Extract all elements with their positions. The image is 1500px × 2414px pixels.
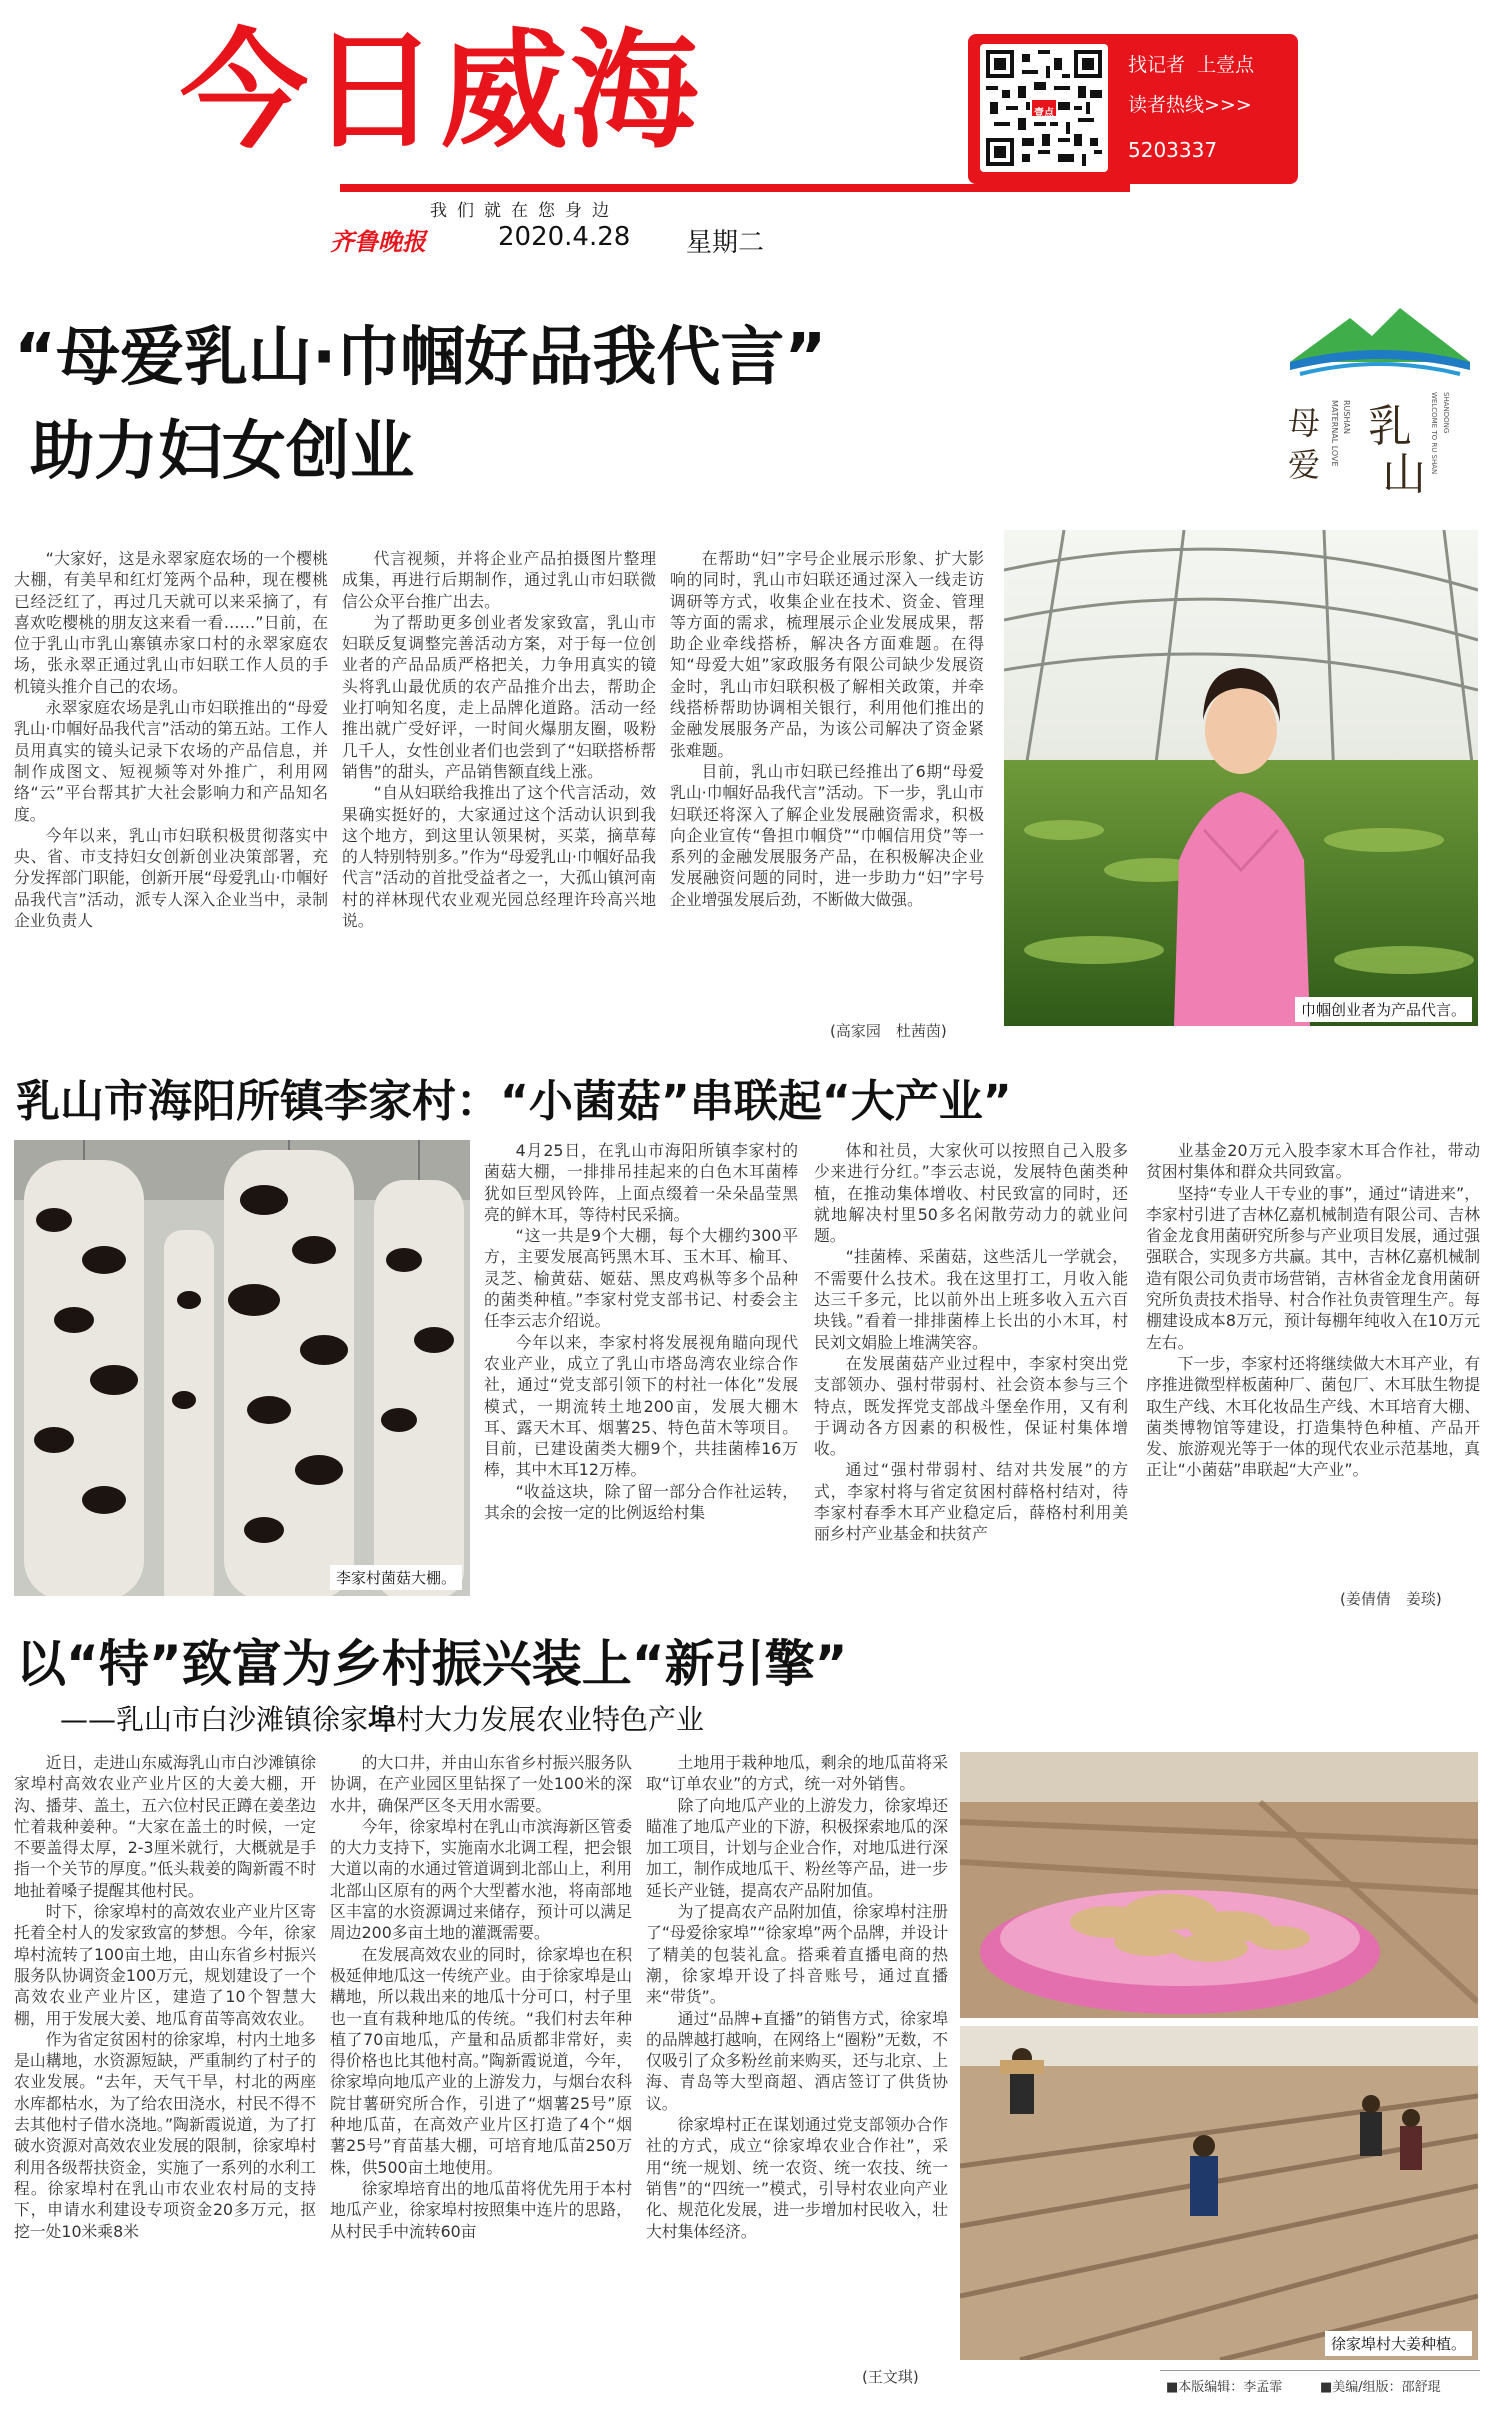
article1-photo	[1004, 530, 1478, 1026]
paper-name: 齐鲁晚报	[330, 227, 426, 256]
article3-photo-caption: 徐家埠村大姜种植。	[1325, 2331, 1472, 2356]
article3-title: 以“特”致富为乡村振兴装上“新引擎”	[16, 1635, 848, 1693]
article2-photo	[14, 1140, 470, 1596]
article1-photo-caption: 巾帼创业者为产品代言。	[1295, 997, 1472, 1022]
ginger-planting-image	[960, 2026, 1478, 2360]
footer-designer: ■美编/组版：邵舒琨	[1320, 2380, 1441, 2395]
article3-subtitle: ——乳山市白沙滩镇徐家埠村大力发展农业特色产业	[60, 1703, 705, 1736]
hotline-line2: 读者热线>>>	[1128, 94, 1252, 116]
ginger-basin-image	[960, 1752, 1478, 2018]
article2-photo-caption: 李家村菌菇大棚。	[330, 1565, 462, 1590]
footer-rule	[1160, 2370, 1480, 2371]
article2-title: 乳山市海阳所镇李家村：“小菌菇”串联起“大产业”	[16, 1076, 1012, 1127]
greenhouse-woman-image	[1004, 530, 1478, 1026]
logo-char-ru: 乳	[1368, 401, 1412, 452]
logo-char-ai: 爱	[1288, 446, 1321, 484]
masthead-title: 今日威海	[180, 17, 701, 166]
mountain-logo-icon	[1280, 300, 1480, 380]
article3-photo-bottom	[960, 2026, 1478, 2360]
logo-char-shan: 山	[1382, 449, 1426, 500]
logo-en-1: MATERNAL LOVE	[1330, 400, 1339, 467]
issue-weekday: 星期二	[686, 228, 765, 258]
article2-col1: 4月25日，在乳山市海阳所镇李家村的菌菇大棚，一排排吊挂起来的白色木耳菌棒犹如巨型风铃阵，上面点缀着一朵朵晶莹黑亮的鲜木耳，等待村民采摘。 “这一共是9个大棚，每个大棚约300平方，主要发展高钙黑木耳、玉木耳、榆耳、灵芝、榆黄菇、姬菇、黑皮鸡枞等多个品种的菌类种植。”李家村党支部书记、村委会主任李云志介绍说。 今年以来，李家村将发展视角瞄向现代农业产业，成立了乳山市塔岛湾农业综合作社，通过“党支部引领下的村社一体化”发展模式，一期流转土地200亩，发展大棚木耳、露天木耳、烟薯25、特色苗木等项目。目前，已建设菌类大棚9个，共挂菌棒16万棒，其中木耳12万棒。 “收益这块，除了留一部分合作社运转，其余的会按一定的比例返给村集	[484, 1141, 798, 1523]
logo-en-2: RUSHAN	[1342, 400, 1351, 434]
article1-title-line1: “母爱乳山·巾帼好品我代言”	[14, 321, 827, 395]
hotline-number[interactable]: 5203337	[1128, 138, 1218, 162]
rushan-logo	[1280, 300, 1480, 510]
masthead-underline	[340, 184, 1120, 192]
article1-credit: (高家园 杜茜茵)	[830, 1022, 947, 1040]
issue-date: 2020.4.28	[498, 222, 631, 252]
article3-col1: 近日，走进山东威海乳山市白沙滩镇徐家埠村高效农业产业片区的大姜大棚，开沟、播芽、盖土，五六位村民正蹲在姜垄边忙着栽种姜种。“大家在盖土的时候，一定不要盖得太厚，2-3厘米就行，大概就是手指一个关节的厚度。”低头栽姜的陶新霞不时地扯着嗓子提醒其他村民。 时下，徐家埠村的高效农业产业片区寄托着全村人的发家致富的梦想。今年，徐家埠村流转了100亩土地，由山东省乡村振兴服务队协调资金100万元，规划建设了一个高效农业产业片区，建造了10个智慧大棚，用于发展大姜、地瓜育苗等高效农业。 作为省定贫困村的徐家埠，村内土地多是山耩地，水资源短缺，严重制约了村子的农业发展。“去年，天气干旱，村北的两座水库都枯水，为了给农田浇水，村民不得不去其他村子借水浇地。”陶新霞说道，为了打破水资源对高效农业发展的限制，徐家埠村利用各级帮扶资金，实施了一系列的水利工程。徐家埠村在乳山市农业农村局的支持下，申请水利建设专项资金20多万元，抠挖一处10米乘8米	[14, 1753, 316, 2241]
masthead-slogan: 我们就在您身边	[430, 201, 619, 221]
article2-credit: (姜倩倩 姜琰)	[1340, 1590, 1442, 1608]
article3-col3: 土地用于栽种地瓜，剩余的地瓜苗将采取“订单农业”的方式，统一对外销售。 除了向地瓜产业的上游发力，徐家埠还瞄准了地瓜产业的下游，积极探索地瓜的深加工项目，计划与企业合作，对地瓜进行深加工，制作成地瓜干、粉丝等产品，进一步延长产业链，提高农产品附加值。 为了提高农产品附加值，徐家埠村注册了“母爱徐家埠”“徐家埠”两个品牌，并设计了精美的包装礼盒。搭乘着直播电商的热潮，徐家埠开设了抖音账号，通过直播来“带货”。 通过“品牌+直播”的销售方式，徐家埠的品牌越打越响，在网络上“圈粉”无数，不仅吸引了众多粉丝前来购买，还与北京、上海、青岛等大型商超、酒店签订了供货协议。 徐家埠村正在谋划通过党支部领办合作社的方式，成立“徐家埠农业合作社”，采用“统一规划、统一农资、统一农技、统一销售”的“四统一”模式，引导村农业向产业化、规范化发展，进一步增加村民收入，壮大村集体经济。	[646, 1753, 948, 2241]
logo-en-3: WELCOME TO RU SHAN	[1430, 392, 1438, 475]
footer-editor: ■本版编辑：李孟霏	[1166, 2380, 1283, 2395]
logo-en-4: SHANDONG	[1442, 392, 1450, 434]
article1-col1: “大家好，这是永翠家庭农场的一个樱桃大棚，有美早和红灯笼两个品种，现在樱桃已经泛红了，再过几天就可以来采摘了，有喜欢吃樱桃的朋友这来看一看……”日前，在位于乳山市乳山寨镇赤家口村的永翠家庭农场，张永翠正通过乳山市妇联工作人员的手机镜头推介自己的农场。 永翠家庭农场是乳山市妇联推出的“母爱乳山·巾帼好品我代言”活动的第五站。工作人员用真实的镜头记录下农场的产品信息，并制作成图文、短视频等对外推广，利用网络“云”平台帮其扩大社会影响力和产品知名度。 今年以来，乳山市妇联积极贯彻落实中央、省、市支持妇女创新创业决策部署，充分发挥部门职能，创新开展“母爱乳山·巾帼好品我代言”活动，派专人深入企业当中，录制企业负责人	[14, 549, 328, 931]
article3-col2: 的大口井，并由山东省乡村振兴服务队协调，在产业园区里钻探了一处100米的深水井，确保严区冬天用水需要。 今年，徐家埠村在乳山市滨海新区管委的大力支持下，实施南水北调工程，把会银大道以南的水通过管道调到北部山上，利用北部山区原有的两个大型蓄水池，将南部地区丰富的水资源调过来储存，预计可以满足周边200多亩土地的灌溉需要。 在发展高效农业的同时，徐家埠也在积极延伸地瓜这一传统产业。由于徐家埠是山耩地，所以栽出来的地瓜十分可口，村子里也一直有栽种地瓜的传统。“我们村去年种植了70亩地瓜，产量和品质都非常好，卖得价格也比其他村高。”陶新霞说道，今年，徐家埠向地瓜产业的上游发力，与烟台农科院甘薯研究所合作，引进了“烟薯25号”原种地瓜苗，在高效产业片区打造了4个“烟薯25号”育苗基大棚，可培育地瓜苗250万株，供500亩土地使用。 徐家埠培育出的地瓜苗将优先用于本村地瓜产业，徐家埠村按照集中连片的思路，从村民手中流转60亩	[330, 1753, 632, 2241]
article3-photo-top	[960, 1752, 1478, 2018]
article1-col3: 在帮助“妇”字号企业展示形象、扩大影响的同时，乳山市妇联还通过深入一线走访调研等方式，收集企业在技术、资金、管理等方面的需求，梳理展示企业发展成果，帮助企业牵线搭桥，解决各方面难题。在得知“母爱大姐”家政服务有限公司缺少发展资金时，乳山市妇联积极了解相关政策，并牵线搭桥帮助协调相关银行，利用他们推出的金融发展服务产品，为该公司解决了资金紧张难题。 目前，乳山市妇联已经推出了6期“母爱乳山·巾帼好品我代言”活动。下一步，乳山市妇联还将深入了解企业发展融资需求，积极向企业宣传“鲁担巾帼贷”“巾帼信用贷”等一系列的金融发展服务产品，在积极解决企业发展融资问题的同时，进一步助力“妇”字号企业增强发展后劲，不断做大做强。	[670, 549, 984, 909]
logo-char-mu: 母	[1288, 404, 1321, 442]
qr-center-label: 壹点	[1034, 108, 1054, 119]
article3-credit: (王文琪)	[862, 2368, 919, 2386]
article2-col3: 业基金20万元入股李家木耳合作社，带动贫困村集体和群众共同致富。 坚持“专业人干专业的事”，通过“请进来”，李家村引进了吉林亿嘉机械制造有限公司、吉林省金龙食用菌研究所参与产业项目发展，通过强强联合，实现多方共赢。其中，吉林亿嘉机械制造有限公司负责市场营销，吉林省金龙食用菌研究所负责技术指导、村合作社负责管理生产。每棚建设成本8万元，预计每棚年纯收入在10万元左右。 下一步，李家村还将继续做大木耳产业，有序推进微型样板菌种厂、菌包厂、木耳肽生物提取生产线、木耳化妆品生产线、木耳培育大棚、菌类博物馆等建设，打造集特色种植、产品开发、旅游观光等于一体的现代农业示范基地，真正让“小菌菇”串联起“大产业”。	[1146, 1141, 1480, 1480]
hotline-line1: 找记者 上壹点	[1128, 54, 1255, 76]
mushroom-greenhouse-image	[14, 1140, 470, 1596]
article1-col2: 代言视频，并将企业产品拍摄图片整理成集，再进行后期制作，通过乳山市妇联微信公众平台推广出去。 为了帮助更多创业者发家致富，乳山市妇联反复调整完善活动方案，对于每一位创业者的产品品质严格把关，力争用真实的镜头将乳山最优质的农产品推介出去，帮助企业打响知名度，走上品牌化道路。活动一经推出就广受好评，一时间火爆朋友圈，吸粉几千人，女性创业者们也尝到了“妇联搭桥帮销售”的甜头，产品销售额直线上涨。 “自从妇联给我推出了这个代言活动，效果确实挺好的，大家通过这个活动认识到我这个地方，到这里认领果树，买菜，摘草莓的人特别特别多。”作为“母爱乳山·巾帼好品我代言”活动的首批受益者之一，大孤山镇河南村的祥林现代农业观光园总经理许玲高兴地说。	[342, 549, 656, 931]
article2-col2: 体和社员，大家伙可以按照自己入股多少来进行分红。”李云志说，发展特色菌类种植，在推动集体增收、村民致富的同时，还就地解决村里50多名闲散劳动力的就业问题。 “挂菌棒、采菌菇，这些活儿一学就会，不需要什么技术。我在这里打工，月收入能达三千多元，比以前外出上班多收入五六百块钱。”看着一排排菌棒上长出的小木耳，村民刘文娟脸上堆满笑容。 在发展菌菇产业过程中，李家村突出党支部领办、强村带弱村、社会资本参与三个特点，既发挥党支部战斗堡垒作用，又有利于调动各方因素的积极性，保证村集体增收。 通过“强村带弱村、结对共发展”的方式，李家村将与省定贫困村薛格村结对，待李家村春季木耳产业稳定后，薛格村利用美丽乡村产业基金和扶贫产	[814, 1141, 1128, 1544]
article1-title-line2: 助力妇女创业	[30, 415, 414, 489]
